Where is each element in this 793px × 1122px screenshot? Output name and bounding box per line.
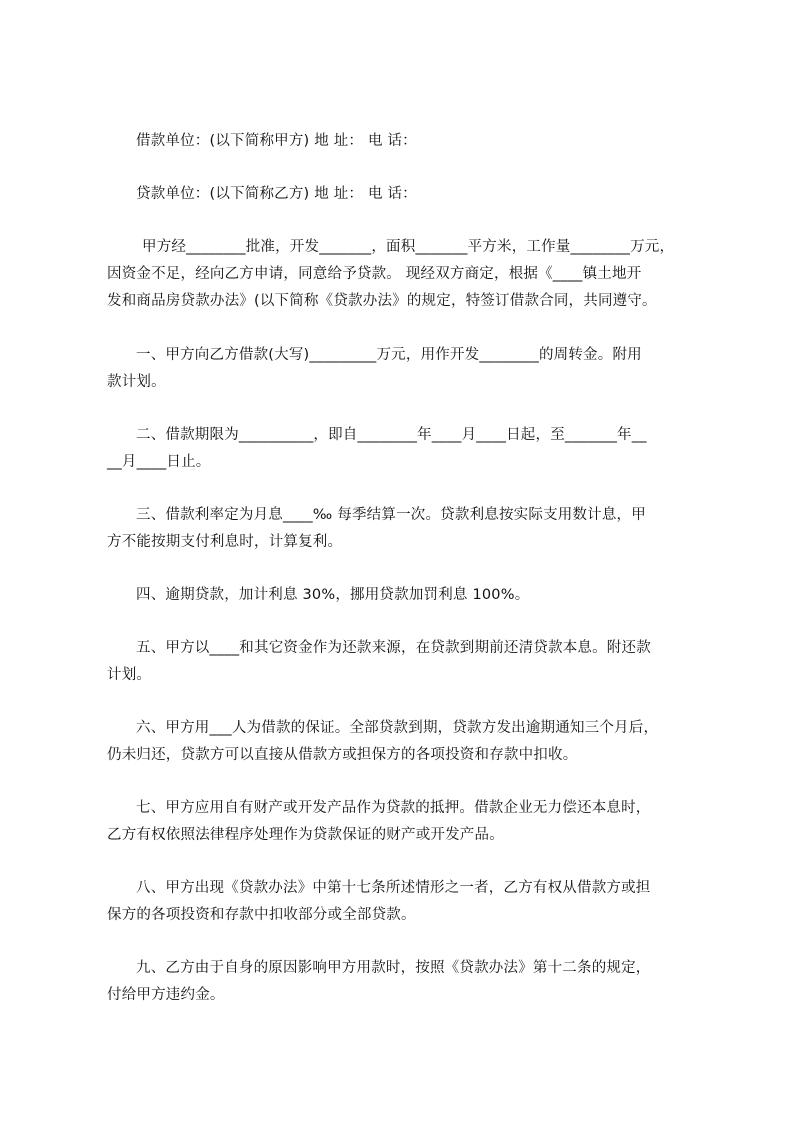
borrower-header-line: 借款单位：(以下简称甲方) 地 址： 电 话： xyxy=(136,133,417,149)
clause-6-line-2: 仍未归还，贷款方可以直接从借款方或担保方的各项投资和存款中扣收。 xyxy=(107,747,578,763)
clause-3-line-1: 三、借款利率定为月息____‰ 每季结算一次。贷款利息按实际支用数计息，甲 xyxy=(136,507,646,523)
clause-1-line-1: 一、甲方向乙方借款(大写)_________万元，用作开发________的周转金。附用 xyxy=(136,347,642,363)
clause-5-line-1: 五、甲方以____和其它资金作为还款来源，在贷款到期前还清贷款本息。附还款 xyxy=(136,640,651,656)
clause-5-line-2: 计划。 xyxy=(107,667,152,683)
clause-7-line-1: 七、甲方应用自有财产或开发产品作为贷款的抵押。借款企业无力偿还本息时， xyxy=(136,800,651,816)
preamble-line-3: 发和商品房贷款办法》(以下简称《贷款办法》的规定，特签订借款合同，共同遵守。 xyxy=(107,293,657,309)
clause-9-line-1: 九、乙方由于自身的原因影响甲方用款时，按照《贷款办法》第十二条的规定， xyxy=(136,960,651,976)
clause-7-line-2: 乙方有权依照法律程序处理作为贷款保证的财产或开发产品。 xyxy=(107,827,504,843)
lender-header-line: 贷款单位：(以下简称乙方) 地 址： 电 话： xyxy=(136,186,417,202)
clause-8-line-1: 八、甲方出现《贷款办法》中第十七条所述情形之一者，乙方有权从借款方或担 xyxy=(136,880,651,896)
clause-3-line-2: 方不能按期支付利息时，计算复利。 xyxy=(107,534,343,550)
preamble-line-2: 因资金不足，经向乙方申请，同意给予贷款。 现经双方商定，根据《____镇土地开 xyxy=(107,266,642,282)
clause-2-line-1: 二、借款期限为__________，即自________年____月____日起，至_______年__ xyxy=(136,427,647,443)
clause-9-line-2: 付给甲方违约金。 xyxy=(107,987,225,1003)
preamble-line-1: 甲方经________批准，开发_______，面积_______平方米，工作量________万元， xyxy=(142,239,675,255)
clause-1-line-2: 款计划。 xyxy=(107,374,166,390)
clause-4-line-1: 四、逾期贷款，加计利息 30%，挪用贷款加罚利息 100%。 xyxy=(136,587,530,603)
clause-2-line-2: __月____日止。 xyxy=(107,454,211,470)
clause-8-line-2: 保方的各项投资和存款中扣收部分或全部贷款。 xyxy=(107,907,416,923)
clause-6-line-1: 六、甲方用___人为借款的保证。全部贷款到期，贷款方发出逾期通知三个月后， xyxy=(136,720,659,736)
